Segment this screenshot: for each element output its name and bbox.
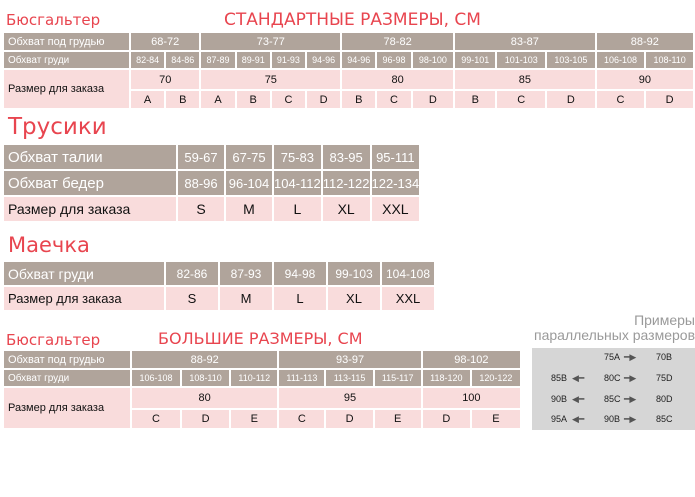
table-cell: XL — [328, 287, 380, 310]
bra-standard-table — [2, 31, 695, 110]
table-cell: 98-102 — [423, 351, 520, 368]
table-cell: 67-75 — [226, 145, 272, 169]
table-cell: 94-96 — [307, 52, 340, 68]
table-row — [4, 70, 693, 89]
table-row — [4, 287, 434, 310]
table-cell: C — [597, 91, 645, 108]
row-label: Размер для заказа — [4, 197, 176, 221]
panties-title: Трусики — [8, 114, 107, 140]
table-cell: 95-111 — [372, 145, 420, 169]
table-cell: 96-104 — [226, 171, 272, 195]
example-left: 95A — [551, 414, 568, 424]
table-cell: 91-93 — [272, 52, 305, 68]
table-cell: 73-77 — [201, 33, 340, 50]
shirt-table — [2, 260, 436, 312]
table-cell: 101-103 — [497, 52, 545, 68]
table-row — [4, 370, 520, 386]
table-cell: 83-87 — [455, 33, 595, 50]
arrow-right-icon: ━▶ — [624, 394, 637, 404]
table-cell: 111-113 — [279, 370, 324, 386]
table-cell: 108-110 — [646, 52, 693, 68]
table-row — [4, 33, 693, 50]
list-item — [532, 390, 695, 410]
row-label: Размер для заказа — [4, 70, 129, 108]
example-right: 75D — [656, 373, 673, 383]
table-cell: D — [326, 410, 372, 428]
table-cell: 94-96 — [342, 52, 375, 68]
table-cell: S — [166, 287, 218, 310]
bra-large-label: Бюсгальтер — [6, 331, 101, 349]
table-cell: 75-83 — [274, 145, 321, 169]
table-cell: B — [237, 91, 270, 108]
row-label: Обхват талии — [4, 145, 176, 169]
shirt-title: Маечка — [8, 233, 90, 257]
table-cell: 82-84 — [131, 52, 164, 68]
example-mid: 75A — [604, 352, 621, 362]
row-label: Размер для заказа — [4, 388, 130, 428]
arrow-left-icon: ◀━ — [572, 373, 585, 383]
arrow-right-icon: ━▶ — [624, 352, 637, 362]
table-cell: 88-92 — [132, 351, 277, 368]
table-cell: D — [423, 410, 470, 428]
bra-standard-label: Бюсгальтер — [6, 11, 101, 29]
table-row — [4, 388, 520, 408]
table-cell: 90 — [597, 70, 693, 89]
table-cell: 104-112 — [274, 171, 321, 195]
table-cell: 100 — [423, 388, 520, 408]
table-cell: 70 — [131, 70, 199, 89]
row-label: Обхват груди — [4, 262, 164, 285]
table-cell: 87-93 — [220, 262, 272, 285]
table-cell: 84-86 — [166, 52, 199, 68]
examples-title-line2: параллельных размеров — [534, 327, 695, 343]
table-cell: A — [201, 91, 234, 108]
panties-table — [2, 143, 421, 223]
row-label: Обхват груди — [4, 370, 130, 386]
arrow-right-icon: ━▶ — [624, 373, 637, 383]
example-mid: 80C — [604, 373, 621, 383]
table-cell: M — [226, 197, 272, 221]
row-label: Обхват груди — [4, 52, 129, 68]
examples-panel — [532, 348, 695, 430]
table-cell: 106-108 — [597, 52, 645, 68]
example-mid: 85C — [604, 394, 621, 404]
table-row — [4, 351, 520, 368]
table-cell: 106-108 — [132, 370, 180, 386]
table-cell: 94-98 — [274, 262, 326, 285]
table-cell: C — [272, 91, 305, 108]
table-row — [4, 197, 419, 221]
table-cell: 88-96 — [178, 171, 224, 195]
table-cell: 120-122 — [472, 370, 520, 386]
bra-large-table — [2, 349, 522, 430]
row-label: Обхват под грудью — [4, 351, 130, 368]
table-cell: B — [455, 91, 495, 108]
table-cell: B — [166, 91, 199, 108]
arrow-right-icon: ━▶ — [624, 414, 637, 424]
table-cell: 87-89 — [201, 52, 234, 68]
table-cell: E — [231, 410, 277, 428]
row-label: Обхват бедер — [4, 171, 176, 195]
table-cell: 82-86 — [166, 262, 218, 285]
example-mid: 90B — [604, 414, 621, 424]
table-cell: L — [274, 197, 321, 221]
table-cell: D — [646, 91, 693, 108]
example-right: 85C — [656, 414, 673, 424]
table-row — [4, 52, 693, 68]
row-label: Размер для заказа — [4, 287, 164, 310]
table-cell: 99-101 — [455, 52, 495, 68]
list-item — [532, 410, 695, 430]
example-left: 85B — [551, 373, 568, 383]
table-cell: 103-105 — [547, 52, 595, 68]
table-cell: L — [274, 287, 326, 310]
examples-title-line1: Примеры — [634, 312, 695, 328]
table-cell: 98-100 — [413, 52, 453, 68]
table-cell: M — [220, 287, 272, 310]
table-cell: 99-103 — [328, 262, 380, 285]
table-cell: 115-117 — [375, 370, 421, 386]
table-cell: C — [497, 91, 545, 108]
table-cell: D — [182, 410, 229, 428]
table-cell: 112-122 — [323, 171, 370, 195]
table-cell: E — [472, 410, 520, 428]
table-cell: S — [178, 197, 224, 221]
example-right: 80D — [656, 394, 673, 404]
table-cell: 104-108 — [382, 262, 434, 285]
table-cell: 95 — [279, 388, 420, 408]
table-cell: 59-67 — [178, 145, 224, 169]
table-cell: 78-82 — [342, 33, 453, 50]
example-left: 90B — [551, 394, 568, 404]
table-cell: XL — [323, 197, 370, 221]
table-cell: 93-97 — [279, 351, 420, 368]
list-item — [532, 369, 695, 389]
table-cell: 113-115 — [326, 370, 372, 386]
table-cell: XXL — [372, 197, 420, 221]
table-cell: D — [413, 91, 453, 108]
list-item — [532, 348, 695, 368]
table-cell: 88-92 — [597, 33, 693, 50]
table-cell: 75 — [201, 70, 340, 89]
table-cell: D — [307, 91, 340, 108]
bra-large-title: БОЛЬШИЕ РАЗМЕРЫ, СМ — [158, 329, 363, 348]
table-cell: 68-72 — [131, 33, 199, 50]
table-cell: D — [547, 91, 595, 108]
table-cell: 85 — [455, 70, 595, 89]
table-cell: 80 — [132, 388, 277, 408]
table-cell: 122-134 — [372, 171, 420, 195]
table-row — [4, 145, 419, 169]
table-cell: C — [377, 91, 410, 108]
arrow-left-icon: ◀━ — [572, 414, 585, 424]
table-cell: 80 — [342, 70, 453, 89]
table-cell: A — [131, 91, 164, 108]
table-cell: B — [342, 91, 375, 108]
table-cell: 83-95 — [323, 145, 370, 169]
arrow-left-icon: ◀━ — [572, 394, 585, 404]
table-cell: 118-120 — [423, 370, 470, 386]
table-cell: 89-91 — [237, 52, 270, 68]
table-row — [4, 171, 419, 195]
table-cell: C — [132, 410, 180, 428]
table-cell: 110-112 — [231, 370, 277, 386]
table-cell: XXL — [382, 287, 434, 310]
bra-standard-title: СТАНДАРТНЫЕ РАЗМЕРЫ, СМ — [224, 10, 481, 30]
table-cell: 96-98 — [377, 52, 410, 68]
examples-title — [470, 313, 695, 343]
table-cell: 108-110 — [182, 370, 229, 386]
table-cell: E — [375, 410, 421, 428]
table-row — [4, 262, 434, 285]
table-cell: C — [279, 410, 324, 428]
row-label: Обхват под грудью — [4, 33, 129, 50]
example-right: 70B — [656, 352, 673, 362]
